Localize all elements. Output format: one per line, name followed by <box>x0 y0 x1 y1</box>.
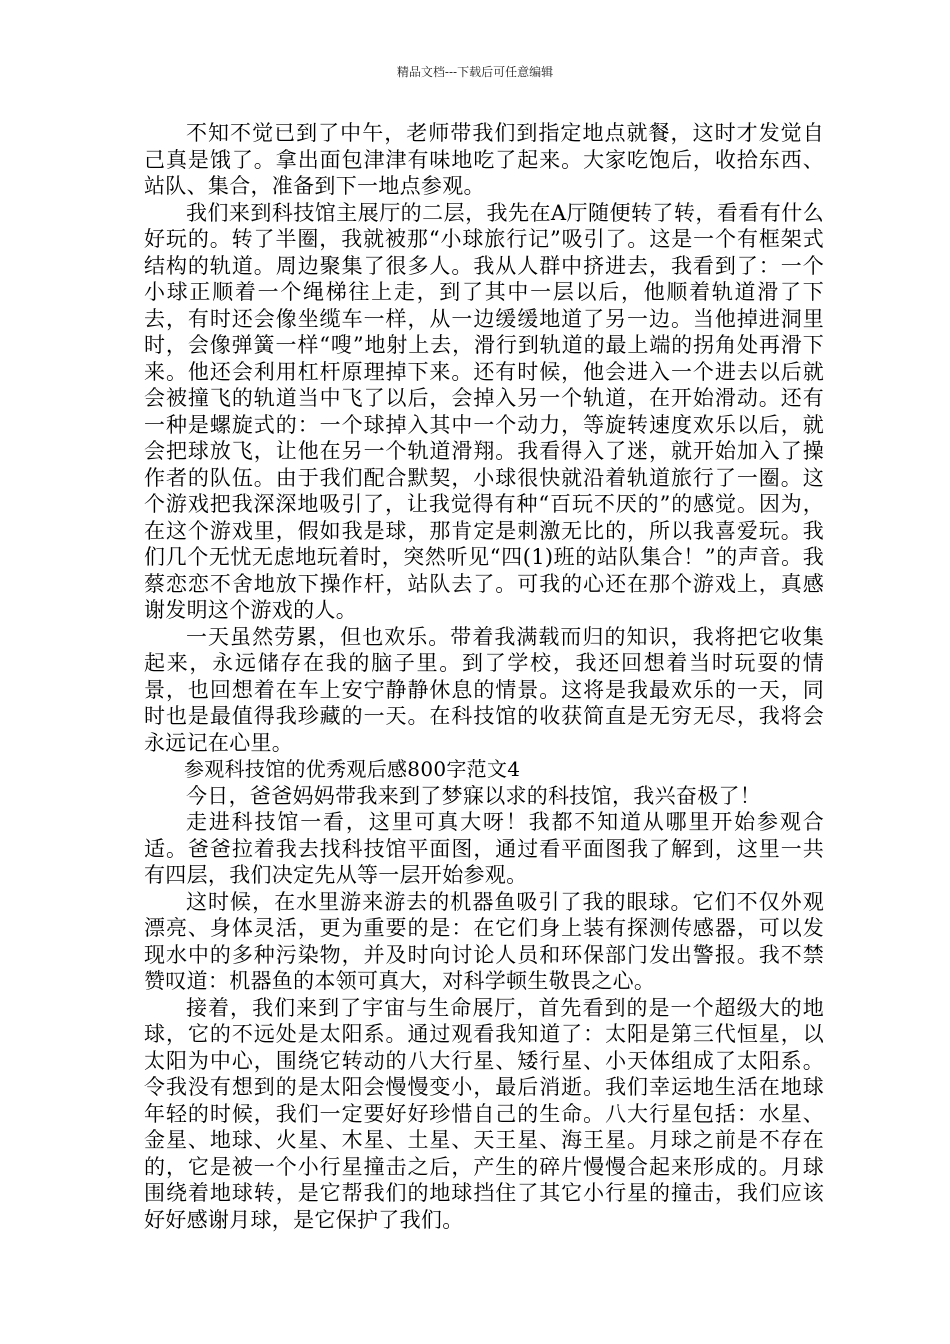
paragraph-universe-hall: 接着，我们来到了宇宙与生命展厅，首先看到的是一个超级大的地球，它的不远处是太阳系。通过观看我知道了：太阳是第三代恒星，以太阳为中心，围绕它转动的八大行星、矮行星、小天体组成了太阳系。令我没有想到的是太阳会慢慢变小，最后消逝。我们幸运地生活在地球年轻的时候，我们一定要好好珍惜自己的生命。八大行星包括：水星、金星、地球、火星、木星、土星、天王星、海王星。月球之前是不存在的，它是被一个小行星撞击之后，产生的碎片慢慢合起来形成的。月球围绕着地球转，是它帮我们的地球挡住了其它小行星的撞击，我们应该好好感谢月球，是它保护了我们。 <box>144 995 824 1232</box>
paragraph-floor-plan: 走进科技馆一看，这里可真大呀！我都不知道从哪里开始参观合适。爸爸拉着我去找科技馆平面图，通过看平面图我了解到，这里一共有四层，我们决定先从等一层开始参观。 <box>144 810 824 887</box>
paragraph-day-summary: 一天虽然劳累，但也欢乐。带着我满载而归的知识，我将把它收集起来，永远储存在我的脑子里。到了学校，我还回想着当时玩耍的情景，也回想着在车上安宁静静休息的情景。这将是我最欢乐的一天，同时也是最值得我珍藏的一天。在科技馆的收获简直是无穷无尽，我将会永远记在心里。 <box>144 624 824 755</box>
paragraph-robot-fish: 这时候，在水里游来游去的机器鱼吸引了我的眼球。它们不仅外观漂亮、身体灵活，更为重要的是：在它们身上装有探测传感器，可以发现水中的多种污染物，并及时向讨论人员和环保部门发出警报。我不禁赞叹道：机器鱼的本领可真大，对科学顿生敬畏之心。 <box>144 889 824 993</box>
document-body <box>144 120 824 1233</box>
paragraph-arrival: 今日，爸爸妈妈带我来到了梦寐以求的科技馆，我兴奋极了！ <box>186 783 762 808</box>
paragraph-ball-travel: 我们来到科技馆主展厅的二层，我先在A厅随便转了转，看看有什么好玩的。转了半圈，我就被那“小球旅行记”吸引了。这是一个有框架式结构的轨道。周边聚集了很多人。我从人群中挤进去，我看到了：一个小球正顺着一个绳梯往上走，到了其中一层以后，他顺着轨道滑了下去，有时还会像坐缆车一样，从一边缓缓地道了另一边。当他掉进洞里时，会像弹簧一样“嗖”地射上去，滑行到轨道的最上端的拐角处再滑下来。他还会利用杠杆原理掉下来。还有时候，他会进入一个进去以后就会被撞飞的轨道当中飞了以后，会掉入另一个轨道，在开始滑动。还有一种是螺旋式的：一个球掉入其中一个动力，等旋转速度欢乐以后，就会把球放飞，让他在另一个轨道滑翔。我看得入了迷，就开始加入了操作者的队伍。由于我们配合默契，小球很快就沿着轨道旅行了一圈。这个游戏把我深深地吸引了，让我觉得有种“百玩不厌的”的感觉。因为，在这个游戏里，假如我是球，那肯定是刺激无比的，所以我喜爱玩。我们几个无忧无虑地玩着时，突然听见“四(1)班的站队集合！”的声音。我蔡恋恋不舍地放下操作杆，站队去了。可我的心还在那个游戏上，真感谢发明这个游戏的人。 <box>144 200 824 622</box>
paragraph-lunch: 不知不觉已到了中午，老师带我们到指定地点就餐，这时才发觉自己真是饿了。拿出面包津津有味地吃了起来。大家吃饱后，收拾东西、站队、集合，准备到下一地点参观。 <box>144 121 824 198</box>
page-header: 精品文档---下载后可任意编辑 <box>396 65 554 79</box>
essay-title: 参观科技馆的优秀观后感800字范文4 <box>184 757 521 781</box>
